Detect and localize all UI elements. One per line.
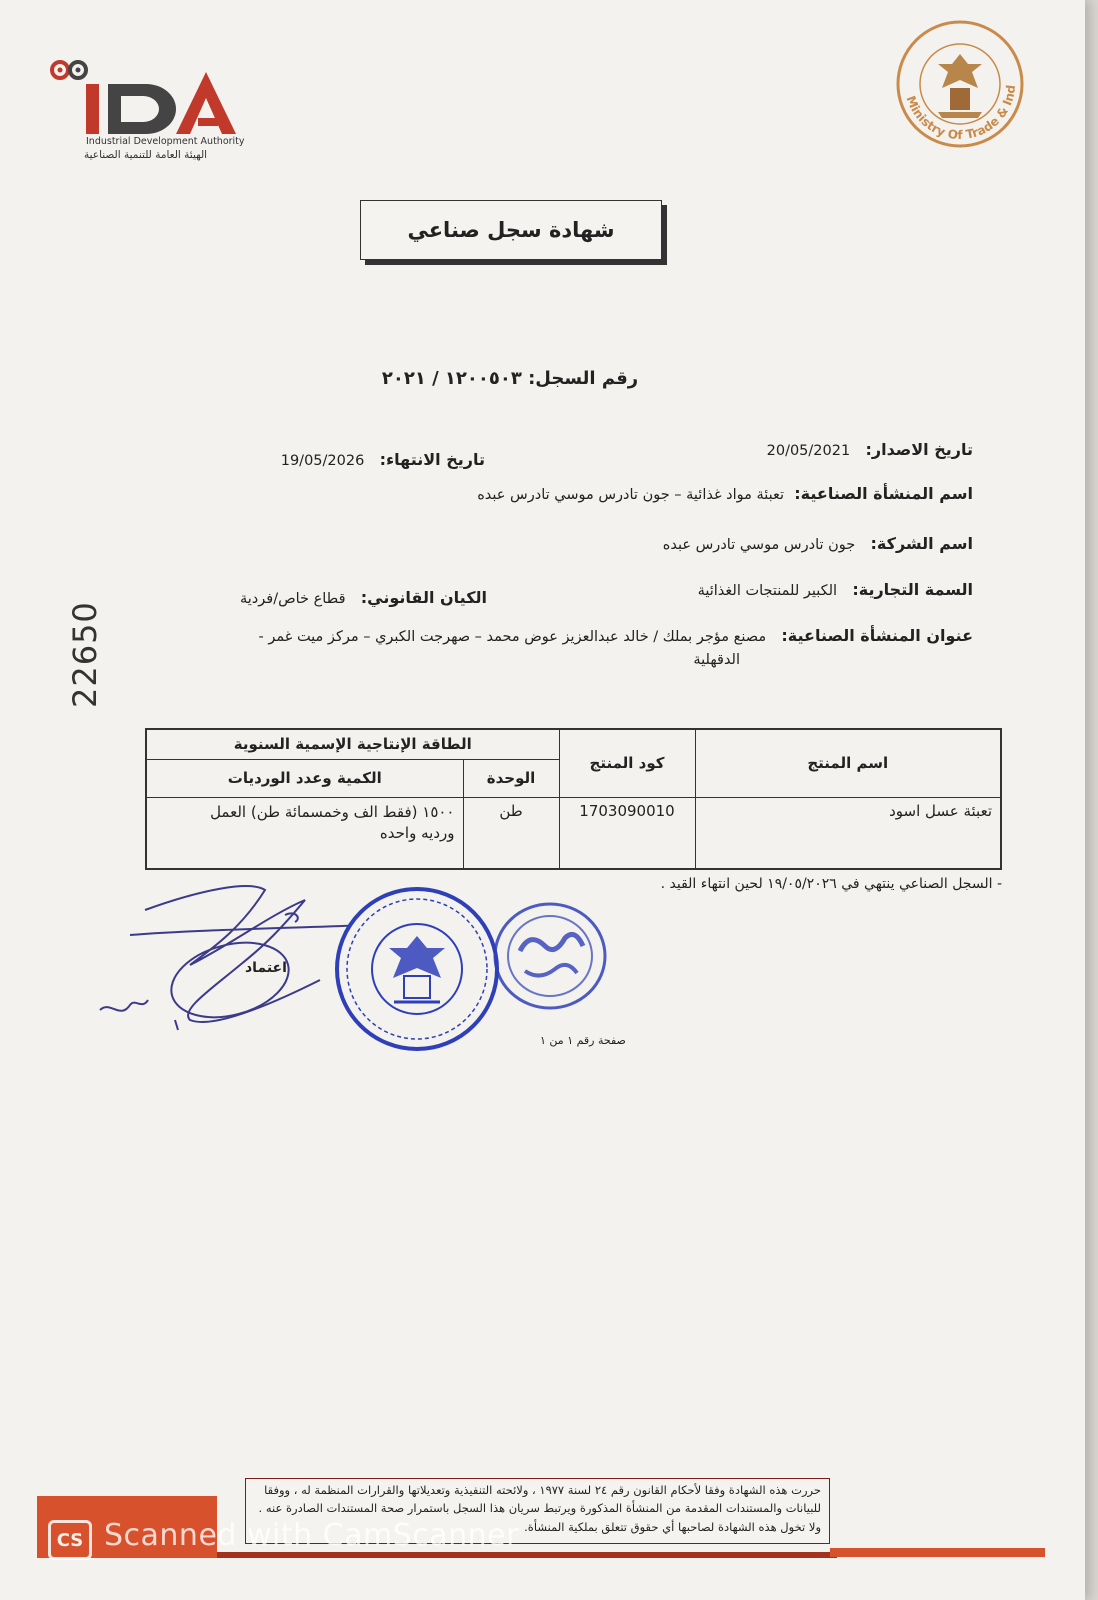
camscanner-watermark: Scanned with CamScanner [104,1518,519,1553]
cell-product-code: 1703090010 [559,797,695,869]
expiry-date-value: 19/05/2026 [280,453,365,469]
page-number: صفحة رقم ١ من ١ [540,1034,626,1047]
cell-unit: طن [463,797,559,869]
header-capacity-group: الطاقة الإنتاجية الإسمية السنوية [146,729,559,759]
expiry-date-row [281,450,485,469]
camscanner-badge: CS [48,1520,92,1560]
cell-quantity-line2: ورديه واحده [379,824,455,843]
certificate-title: شهادة سجل صناعي [360,200,662,260]
trade-name-value: الكبير للمنتجات الغذائية [697,583,838,599]
expiry-note: - السجل الصناعي ينتهي في ١٩/٠٥/٢٠٢٦ لحين انتهاء القيد . [660,876,1002,892]
company-name-row [663,534,973,553]
trade-name-row [698,580,973,599]
issue-date-value: 20/05/2021 [766,443,851,459]
facility-name-label: اسم المنشأة الصناعية: [794,484,973,503]
side-serial-number: 22650 [66,601,104,709]
table-row [146,797,1001,869]
ida-name-en: Industrial Development Authority [86,136,245,147]
ministry-seal [893,14,1027,154]
expiry-date-label: تاريخ الانتهاء: [379,450,485,469]
ida-logo [48,58,258,168]
cell-quantity-line1: ١٥٠٠ (فقط الف وخمسمائة طن) العمل [210,802,455,821]
footer-accent-line [830,1548,1045,1557]
facility-name-value: تعبئة مواد غذائية – جون تادرس موسي تادرس عبده [477,487,785,503]
company-name-label: اسم الشركة: [870,534,973,553]
ida-name-ar: الهيئة العامة للتنمية الصناعية [84,149,208,161]
ida-logo-mark [48,58,258,138]
address-value-line2: الدقهلية [693,652,740,668]
address-row [153,626,973,645]
header-product-code: كود المنتج [559,729,695,797]
svg-text:Ministry Of Trade & Industry: Ministry Of Trade & Ind [903,84,1019,143]
legal-entity-value: قطاع خاص/فردية [240,591,346,607]
approval-label: اعتماد [245,960,287,976]
secondary-stamp [490,896,610,1016]
issue-date-row [767,440,973,459]
legal-entity-row [240,588,487,607]
ministry-eagle-emblem [893,14,1027,154]
signature [90,870,350,1050]
issue-date-label: تاريخ الاصدار: [865,440,973,459]
header-product-name: اسم المنتج [695,729,1001,797]
header-quantity-shifts: الكمية وعدد الورديات [146,759,463,797]
official-round-stamp [332,884,502,1054]
facility-name-row [477,484,973,503]
registration-value: ١٢٠٠٥٠٣ / ٢٠٢١ [381,368,522,389]
trade-name-label: السمة التجارية: [852,580,973,599]
registration-number [300,368,720,389]
production-capacity-table [145,728,1002,870]
legal-footer-text: حررت هذه الشهادة وفقا لأحكام القانون رقم ٢٤ لسنة ١٩٧٧ ، ولائحته التنفيذية وتعديلاتها والقرارات المنظمة له ، ووفقا للبيانات والمستندات المقدمة من المنشأة المذكورة ويرتبط سريان هذا السجل باستمرار صحة المستندات الصادرة عنه . ولا تخول هذه الشهادة لصاحبها أي حقوق تتعلق بملكية المنشأة. [245,1478,830,1544]
cell-quantity-shifts [146,797,463,869]
address-label: عنوان المنشأة الصناعية: [781,626,973,645]
company-name-value: جون تادرس موسي تادرس عبده [662,537,856,553]
address-value-line1: مصنع مؤجر بملك / خالد عبدالعزيز عوض محمد – صهرجت الكبري – مركز ميت غمر - [258,629,767,645]
registration-label: رقم السجل: [528,368,639,389]
legal-entity-label: الكيان القانوني: [360,588,487,607]
header-unit: الوحدة [463,759,559,797]
cell-product-name: تعبئة عسل اسود [695,797,1001,869]
